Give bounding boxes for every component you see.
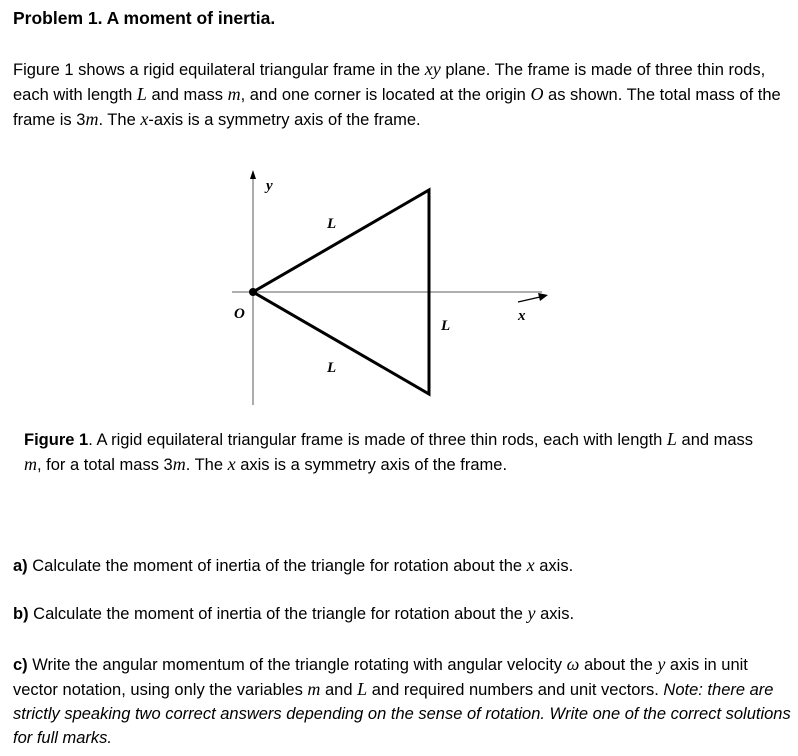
- question-a-text-2: axis.: [534, 557, 574, 575]
- question-a-label: a): [13, 557, 28, 575]
- question-b-label: b): [13, 605, 29, 623]
- question-b-text-2: axis.: [535, 605, 575, 623]
- math-L: L: [136, 84, 147, 104]
- caption-math-L: L: [666, 429, 677, 449]
- question-c-math-y: y: [657, 654, 666, 674]
- caption-text-3: , for a total mass 3: [37, 456, 173, 474]
- intro-text-4: , and one corner is located at the origin: [240, 86, 531, 104]
- problem-title: Problem 1. A moment of inertia.: [13, 8, 276, 28]
- x-axis-arrow-shaft: [518, 297, 540, 302]
- caption-figure-ref: Figure 1: [24, 431, 89, 449]
- caption-math-m: m: [24, 454, 37, 474]
- question-a: [13, 553, 793, 578]
- caption-text-5: axis is a symmetry axis of the frame.: [235, 456, 508, 474]
- caption-text-2: and mass: [676, 431, 754, 449]
- origin-label: O: [234, 306, 245, 322]
- intro-text-5: as shown. The total mass of the frame is 3: [13, 86, 781, 129]
- y-axis-label: y: [266, 178, 273, 194]
- bottom-side-label: L: [327, 360, 337, 376]
- y-axis-arrowhead: [250, 170, 256, 179]
- x-axis-label: x: [518, 308, 526, 324]
- question-b-text-1: Calculate the moment of inertia of the triangle for rotation about the: [28, 605, 528, 623]
- caption-math-m-total: m: [172, 454, 186, 474]
- question-c-text-4: and: [320, 681, 358, 699]
- origin-dot: [249, 288, 257, 296]
- top-side-label: L: [327, 216, 337, 232]
- triangle-diagram: [200, 160, 580, 410]
- figure-1: [200, 160, 580, 410]
- question-c-text-3: axis in unit vector notation, using only the variables: [13, 656, 748, 699]
- question-b: [13, 601, 793, 626]
- question-c-label: c): [13, 656, 28, 674]
- intro-text-6: . The: [98, 111, 141, 129]
- question-c-math-m: m: [307, 679, 321, 699]
- question-c-text-5: and required numbers and unit vectors.: [367, 681, 664, 699]
- x-axis-arrowhead: [538, 293, 548, 301]
- math-xy: xy: [424, 59, 441, 79]
- question-c-text-2: about the: [579, 656, 658, 674]
- question-a-text-1: Calculate the moment of inertia of the triangle for rotation about the: [27, 557, 527, 575]
- intro-text-2: plane. The frame is made of three thin rods, each with length: [13, 61, 766, 104]
- intro-paragraph: [13, 57, 783, 132]
- intro-text-3: and mass: [146, 86, 228, 104]
- question-c-math-L: L: [357, 679, 368, 699]
- question-c-note: Note: there are strictly speaking two correct answers depending on the sense of rotation. Write one of the correct solutions for full marks.: [13, 681, 791, 747]
- caption-text-1: . A rigid equilateral triangular frame is made of three thin rods, each with length: [88, 431, 667, 449]
- right-side-label: L: [441, 318, 451, 334]
- question-c-text-1: Write the angular momentum of the triangle rotating with angular velocity: [27, 656, 567, 674]
- question-c: [13, 652, 793, 750]
- question-c-math-omega: ω: [566, 654, 580, 674]
- question-a-math-x: x: [526, 555, 535, 575]
- math-m: m: [227, 84, 241, 104]
- math-x: x: [140, 109, 149, 129]
- figure-caption: [24, 427, 774, 477]
- intro-text-1: Figure 1 shows a rigid equilateral triangular frame in the: [13, 61, 425, 79]
- intro-text-7: -axis is a symmetry axis of the frame.: [148, 111, 421, 129]
- math-O: O: [530, 84, 544, 104]
- caption-text-4: . The: [185, 456, 228, 474]
- question-b-math-y: y: [527, 603, 536, 623]
- math-m-total: m: [85, 109, 99, 129]
- caption-math-x: x: [227, 454, 236, 474]
